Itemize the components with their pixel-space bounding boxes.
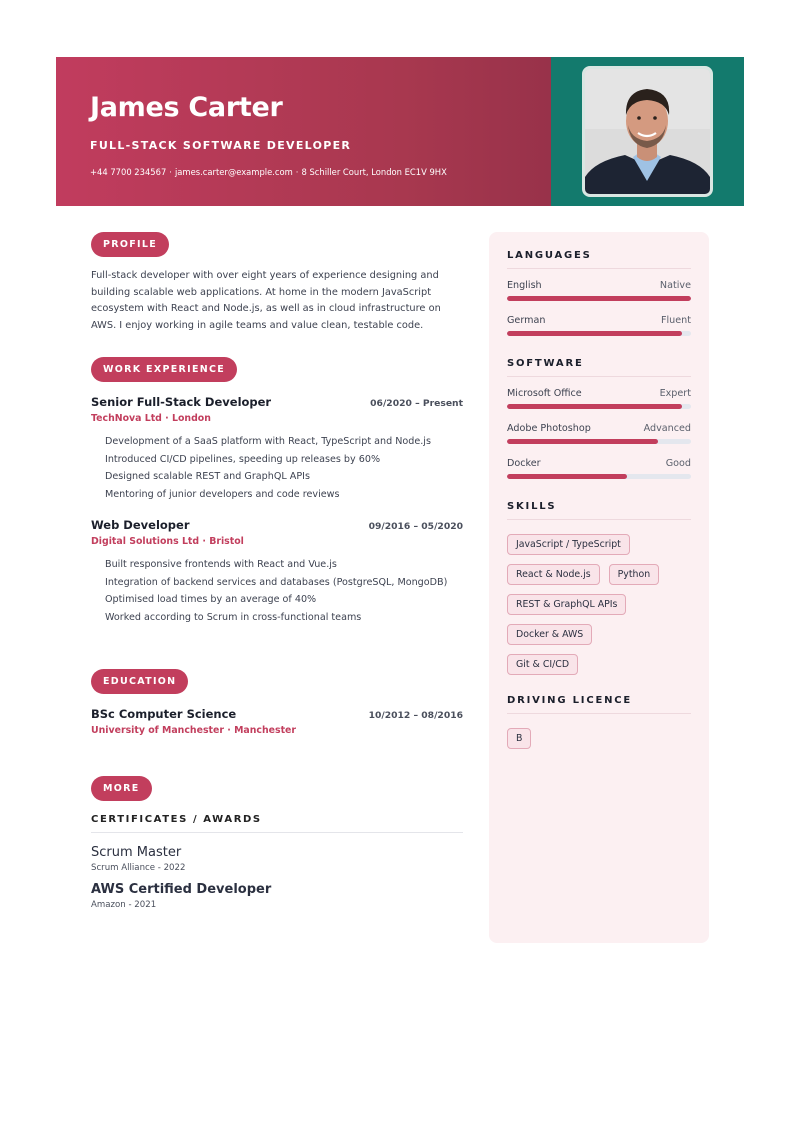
profile-section [91,232,463,334]
certificates-heading: CERTIFICATES / AWARDS [91,814,463,833]
section-heading-profile: PROFILE [91,232,169,257]
job-bullets [91,433,463,503]
profile-photo [582,66,713,197]
software-level: Advanced [643,423,691,434]
section-heading-more: MORE [91,776,152,801]
contact-line [90,167,551,177]
skill-tag: Python [609,564,660,585]
education-dates: 10/2012 – 08/2016 [368,710,463,721]
job-role: Web Developer [91,518,190,532]
job-dates: 06/2020 – Present [370,398,463,409]
level-bar [507,296,691,301]
job-entry [91,518,463,626]
bar-labels [507,423,691,434]
software-name: Adobe Photoshop [507,423,591,434]
skill-tag: React & Node.js [507,564,600,585]
level-bar [507,331,691,336]
school: University of Manchester · Manchester [91,725,297,736]
section-heading-education: EDUCATION [91,669,188,694]
job-bullet: Mentoring of junior developers and code reviews [105,488,340,500]
driving-licence-heading: DRIVING LICENCE [507,695,691,714]
job-company: TechNova Ltd · London [91,413,211,424]
language-level: Native [659,280,691,291]
bar-labels [507,315,691,326]
level-bar [507,474,691,479]
person-portrait-icon [585,69,710,194]
certificate-name: Scrum Master [91,845,182,860]
education-entry [91,707,463,736]
job-header [91,518,463,532]
skill-tag: Git & CI/CD [507,654,578,675]
skill-tag: REST & GraphQL APIs [507,594,626,615]
contact-separator: · [295,166,299,177]
phone: +44 7700 234567 [90,166,167,177]
education-header [91,707,463,721]
software-item [507,388,691,409]
language-name: English [507,280,542,291]
job-bullet: Introduced CI/CD pipelines, speeding up releases by 60% [105,453,381,465]
language-level: Fluent [660,315,691,326]
contact-separator: · [169,166,172,177]
licence-tags [507,728,691,749]
job-bullet: Integration of backend services and databases (PostgreSQL, MongoDB) [105,576,448,588]
job-bullet: Worked according to Scrum in cross-functional teams [105,611,362,623]
job-bullet: Optimised load times by an average of 40% [105,594,317,605]
address: 8 Schiller Court, London EC1V 9HX [301,166,447,177]
language-item [507,280,691,301]
bar-labels [507,458,691,469]
level-bar-fill [507,474,627,479]
level-bar-fill [507,404,682,409]
header-main [56,57,551,206]
work-experience-section [91,357,463,626]
profile-text: Full-stack developer with over eight years of experience designing and building scalable web applications. At home in the modern JavaScript ecosystem with React and Node.js, as well as in cloud infrastructure on AWS. I enjoy working in agile teams and value clean, testable code. [91,270,441,331]
job-entry [91,395,463,503]
level-bar [507,439,691,444]
bar-labels [507,388,691,399]
language-name: German [507,315,546,326]
job-role: Senior Full-Stack Developer [91,395,272,409]
job-company: Digital Solutions Ltd · Bristol [91,536,244,547]
job-bullet: Development of a SaaS platform with React, TypeScript and Node.js [105,436,431,447]
skill-tag: JavaScript / TypeScript [507,534,630,555]
software-name: Microsoft Office [507,388,582,399]
bar-labels [507,280,691,291]
more-section [91,776,463,910]
software-item [507,458,691,479]
resume-header [56,57,744,206]
person-name: James Carter [90,92,283,123]
job-bullet: Built responsive frontends with React and Vue.js [105,559,337,570]
job-dates: 09/2016 – 05/2020 [368,521,463,532]
education-section [91,669,463,736]
software-item [507,423,691,444]
languages-heading: LANGUAGES [507,250,691,269]
skills-tags [507,534,667,675]
skills-heading: SKILLS [507,501,691,520]
software-heading: SOFTWARE [507,358,691,377]
skill-tag: Docker & AWS [507,624,592,645]
job-bullets [91,556,463,626]
language-item [507,315,691,336]
level-bar-fill [507,296,691,301]
photo-panel [551,57,744,206]
job-header [91,395,463,409]
job-bullet: Designed scalable REST and GraphQL APIs [105,471,310,482]
level-bar [507,404,691,409]
software-level: Good [665,458,691,469]
degree: BSc Computer Science [91,707,237,721]
section-heading-experience: WORK EXPERIENCE [91,357,237,382]
licence-tag: B [507,728,531,749]
job-title: FULL-STACK SOFTWARE DEVELOPER [90,138,352,152]
software-level: Expert [659,388,691,399]
level-bar-fill [507,331,682,336]
level-bar-fill [507,439,658,444]
certificate-meta: Scrum Alliance - 2022 [91,863,186,873]
software-name: Docker [507,458,541,469]
email: james.carter@example.com [174,166,293,177]
certificate-meta: Amazon - 2021 [91,900,157,910]
certificate-name: AWS Certified Developer [91,882,272,897]
sidebar [489,232,709,943]
